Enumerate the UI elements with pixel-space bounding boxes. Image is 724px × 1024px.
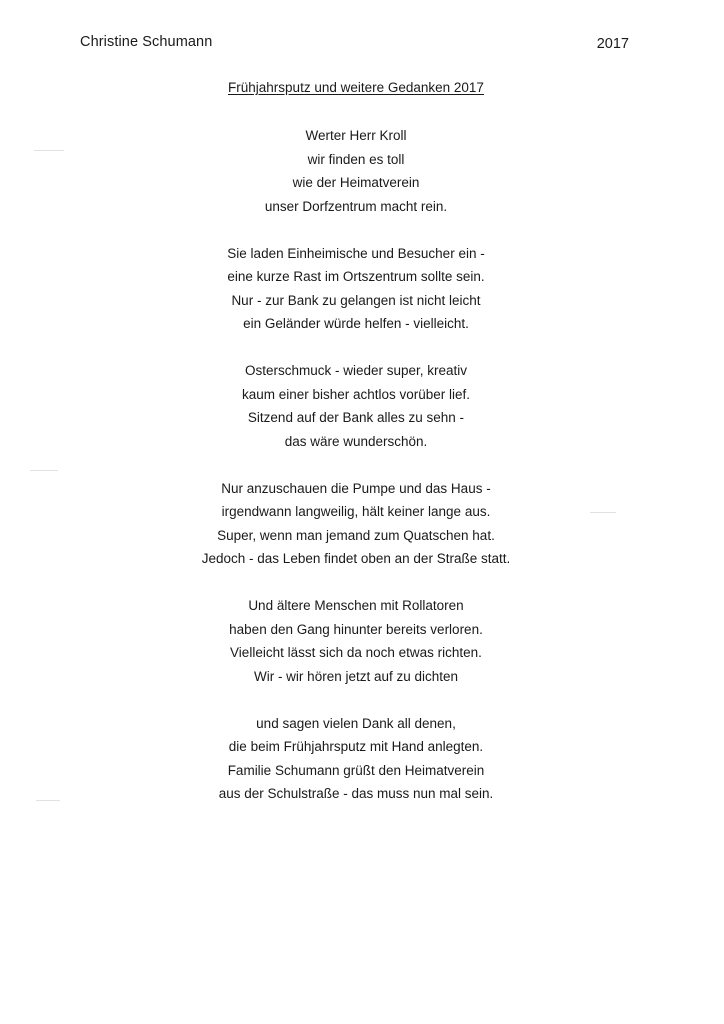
poem-line: irgendwann langweilig, hält keiner lange aus. xyxy=(221,504,491,519)
stanza xyxy=(0,712,712,806)
stanza xyxy=(0,594,712,688)
poem-line: ein Geländer würde helfen - vielleicht. xyxy=(243,316,469,331)
scan-artifact xyxy=(36,800,60,801)
poem-line: Wir - wir hören jetzt auf zu dichten xyxy=(253,668,459,684)
poem-line: Jedoch - das Leben findet oben an der Straße statt. xyxy=(201,551,511,566)
scan-artifact xyxy=(34,150,64,151)
poem-line: unser Dorfzentrum macht rein. xyxy=(264,198,448,214)
poem-title: Frühjahrsputz und weitere Gedanken 2017 xyxy=(228,80,484,95)
stanza xyxy=(0,242,712,336)
poem-line: Und ältere Menschen mit Rollatoren xyxy=(248,598,464,613)
stanza xyxy=(0,477,712,571)
poem-line: wir finden es toll xyxy=(307,151,405,167)
poem-line: eine kurze Rast im Ortszentrum sollte sein. xyxy=(227,269,485,284)
document-year: 2017 xyxy=(596,36,629,52)
scan-artifact xyxy=(590,512,616,513)
poem-line: Werter Herr Kroll xyxy=(305,128,407,143)
poem-body xyxy=(0,124,712,829)
poem-line: Osterschmuck - wieder super, kreativ xyxy=(244,363,468,378)
poem-line: aus der Schulstraße - das muss nun mal sein. xyxy=(218,786,494,801)
poem-line: die beim Frühjahrsputz mit Hand anlegten. xyxy=(228,739,484,754)
poem-line: Vielleicht lässt sich da noch etwas richten. xyxy=(230,645,482,660)
stanza xyxy=(0,124,712,218)
poem-line: Super, wenn man jemand zum Quatschen hat. xyxy=(217,527,495,543)
poem-line: haben den Gang hinunter bereits verloren. xyxy=(229,621,483,637)
poem-line: kaum einer bisher achtlos vorüber lief. xyxy=(241,386,471,402)
poem-line: wie der Heimatverein xyxy=(292,175,420,190)
poem-line: Sitzend auf der Bank alles zu sehn - xyxy=(247,410,465,425)
author-name: Christine Schumann xyxy=(80,34,213,50)
stanza xyxy=(0,359,712,453)
scan-artifact xyxy=(30,470,58,471)
poem-line: Familie Schumann grüßt den Heimatverein xyxy=(227,762,485,778)
poem-line: Nur - zur Bank zu gelangen ist nicht leicht xyxy=(231,292,481,308)
poem-line: und sagen vielen Dank all denen, xyxy=(256,715,456,731)
poem-line: Sie laden Einheimische und Besucher ein - xyxy=(227,245,485,261)
poem-line: Nur anzuschauen die Pumpe und das Haus - xyxy=(221,480,491,496)
poem-line: das wäre wunderschön. xyxy=(284,433,428,449)
